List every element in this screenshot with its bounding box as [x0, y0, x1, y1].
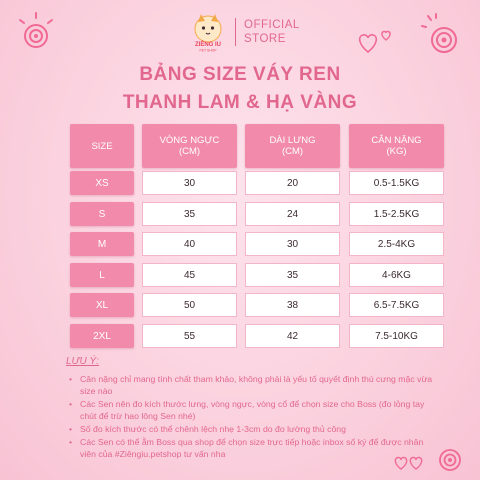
chest-cell: 35 — [142, 202, 237, 226]
weight-cell: 2.5-4KG — [349, 232, 444, 256]
back-length-cell: 20 — [245, 171, 340, 195]
back-length-cell: 24 — [245, 202, 340, 226]
size-cell: L — [70, 263, 134, 287]
header-back-length: DÀI LƯNG (CM) — [245, 124, 340, 168]
note-item: • Cân nặng chỉ mang tính chất tham khảo, không phải là yếu tố quyết định thú cưng mặc vừa size nào — [66, 373, 436, 397]
chest-cell: 40 — [142, 232, 237, 256]
size-cell: M — [70, 232, 134, 256]
chest-cell: 30 — [142, 171, 237, 195]
size-cell: 2XL — [70, 324, 134, 348]
chest-cell: 50 — [142, 293, 237, 317]
size-cell: XL — [70, 293, 134, 317]
chest-cell: 55 — [142, 324, 237, 348]
official-line2: STORE — [244, 33, 286, 45]
note-item: • Số đo kích thước có thể chênh lệch nhẹ 1-3cm do đo lường thủ công — [66, 423, 436, 435]
weight-cell: 1.5-2.5KG — [349, 202, 444, 226]
back-length-cell: 30 — [245, 232, 340, 256]
size-cell: XS — [70, 171, 134, 195]
weight-cell: 0.5-1.5KG — [349, 171, 444, 195]
notes-list — [66, 373, 436, 460]
page-title-line1: BẢNG SIZE VÁY REN — [139, 64, 341, 85]
header-weight: CÂN NẶNG (KG) — [349, 124, 444, 168]
chest-cell: 45 — [142, 263, 237, 287]
header-chest: VÒNG NGỰC (CM) — [142, 124, 237, 168]
note-item: • Các Sen có thể ẵm Boss qua shop để chọn size trực tiếp hoặc inbox số ký để được nhân viên của #Ziêngiu.petshop tư vấn nha — [66, 436, 436, 460]
back-length-cell: 35 — [245, 263, 340, 287]
weight-cell: 4-6KG — [349, 263, 444, 287]
weight-cell: 7.5-10KG — [349, 324, 444, 348]
official-line1: OFFICIAL — [244, 19, 300, 31]
note-item: • Các Sen nên đo kích thước lưng, vòng ngực, vòng cổ để chọn size cho Boss (đo lỏng tay chút để trừ hao lông Sen nhé) — [66, 398, 436, 422]
back-length-cell: 42 — [245, 324, 340, 348]
logo-subtext: PET SHOP — [199, 48, 217, 52]
notes-section — [66, 356, 436, 461]
notes-title: LƯU Ý: — [66, 356, 99, 367]
logo-text: ZIÊNG IU — [194, 42, 222, 48]
size-cell: S — [70, 202, 134, 226]
weight-cell: 6.5-7.5KG — [349, 293, 444, 317]
back-length-cell: 38 — [245, 293, 340, 317]
page-title-line2: THANH LAM & HẠ VÀNG — [122, 92, 358, 113]
header-size: SIZE — [70, 124, 134, 168]
